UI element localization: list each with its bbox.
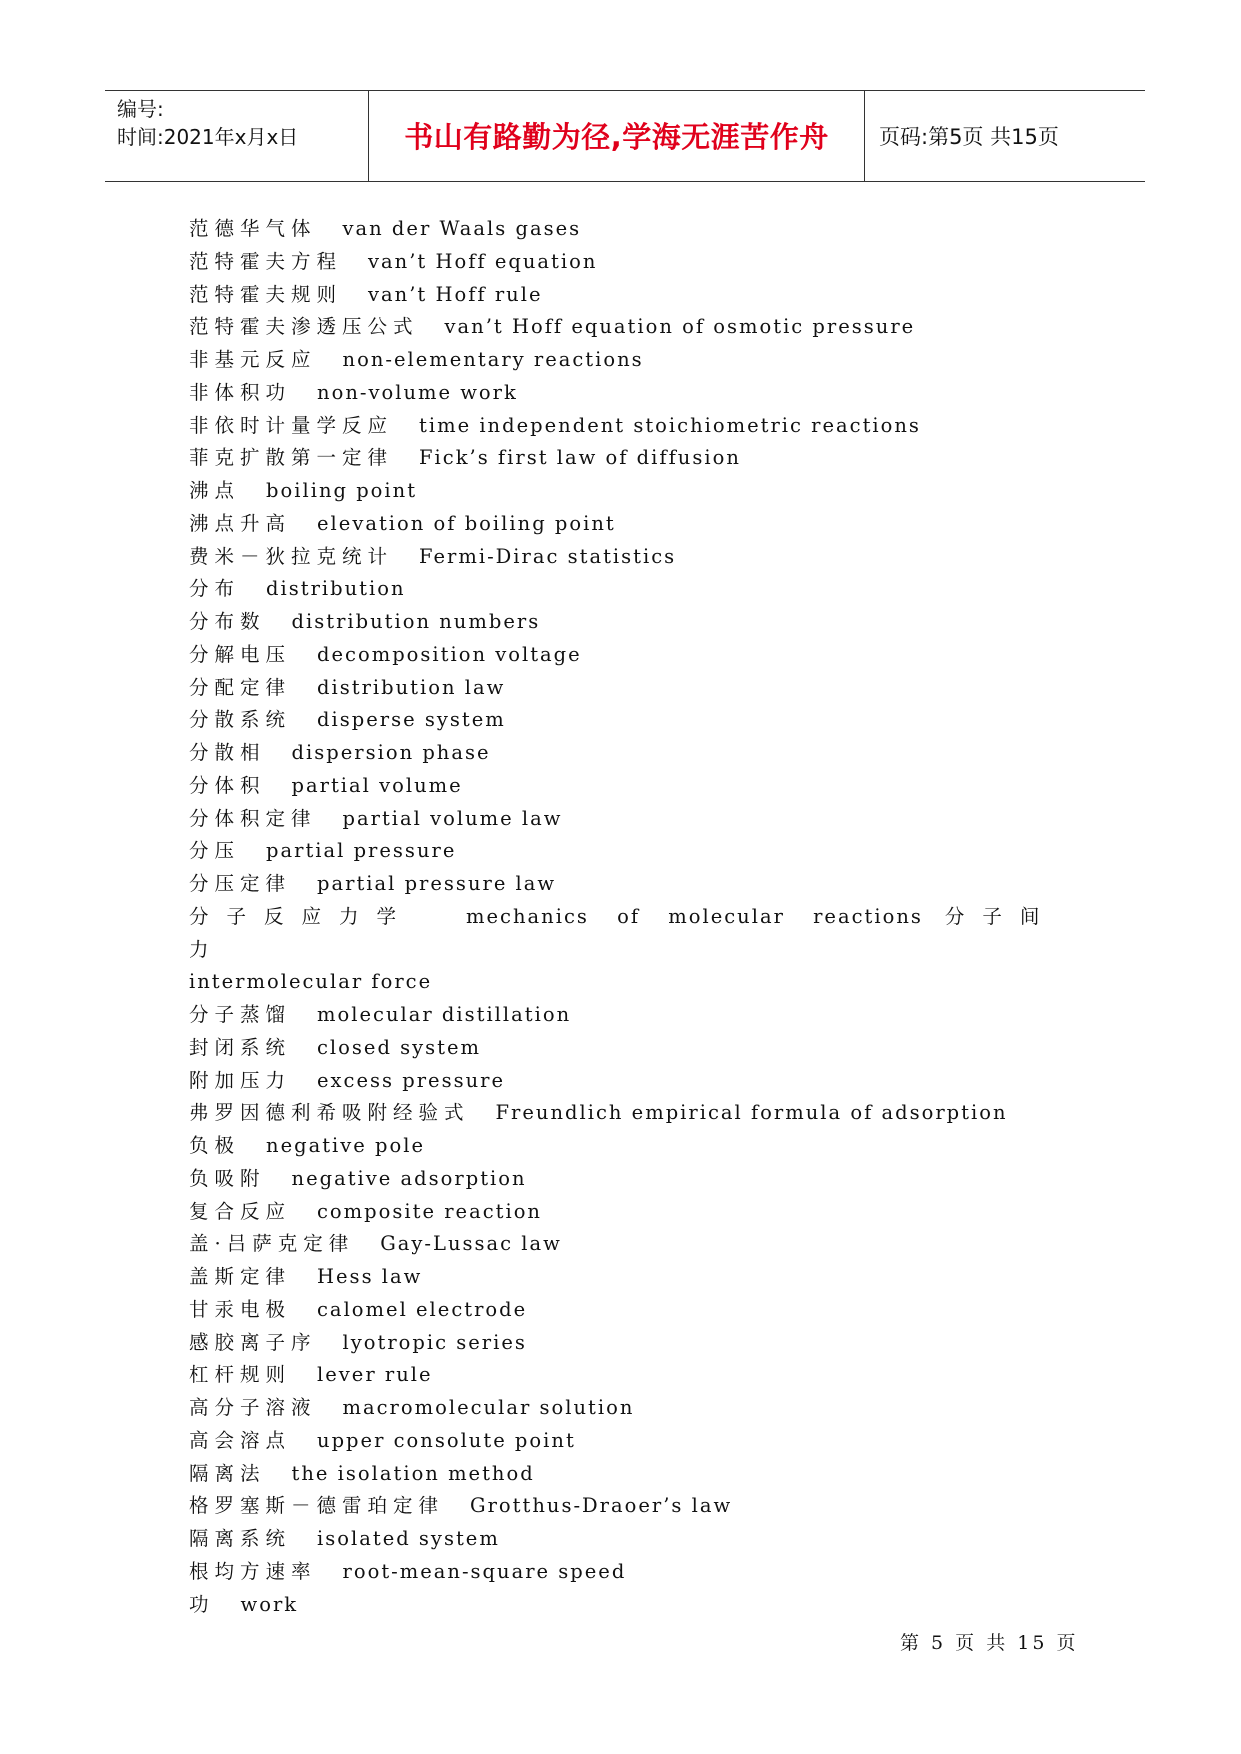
- glossary-term-zh: 范特霍夫渗透压公式: [189, 315, 419, 339]
- glossary-term-en: lever rule: [317, 1363, 433, 1387]
- glossary-entry: [189, 1065, 1069, 1098]
- glossary-term-zh: 费米－狄拉克统计: [189, 544, 394, 568]
- glossary-term-en: lyotropic series: [342, 1330, 527, 1354]
- glossary-term-en: partial volume law: [342, 806, 563, 830]
- glossary-entry: [189, 1523, 1069, 1556]
- glossary-term-zh: 杠杆规则: [189, 1363, 292, 1387]
- glossary-term-zh: 隔离法: [189, 1461, 266, 1485]
- glossary-term-en: upper consolute point: [317, 1428, 576, 1452]
- header-meta: [105, 91, 369, 181]
- document-number-label: 编号:: [117, 97, 164, 121]
- glossary-term-zh: 甘汞电极: [189, 1297, 292, 1321]
- glossary-term-en: Grotthus-Draoer’s law: [470, 1494, 733, 1518]
- glossary-term-zh: 盖斯定律: [189, 1265, 292, 1288]
- glossary-entry: [189, 1458, 1069, 1491]
- page-header: [105, 90, 1145, 182]
- glossary-term-en: decomposition voltage: [317, 642, 582, 666]
- glossary-entry: [189, 541, 1069, 574]
- page-footer: 第 5 页 共 15 页: [900, 1632, 1079, 1654]
- glossary-entry: [189, 475, 1069, 508]
- glossary-term-en: van’t Hoff rule: [368, 282, 543, 306]
- glossary-term-zh: 负极: [189, 1134, 241, 1157]
- glossary-term-en: negative adsorption: [291, 1166, 527, 1190]
- glossary-entry: [189, 279, 1069, 312]
- glossary-term-zh: 分体积定律: [189, 806, 317, 830]
- glossary-entry: [189, 868, 1069, 901]
- glossary-term-en: excess pressure: [317, 1068, 506, 1092]
- glossary-term-zh: 分布数: [189, 610, 266, 633]
- glossary-term-en: Hess law: [317, 1265, 423, 1288]
- glossary-entry: [189, 737, 1069, 770]
- glossary-term-zh: 分布: [189, 577, 241, 601]
- glossary-term-zh: 范特霍夫方程: [189, 249, 343, 273]
- glossary-term-zh: 分压定律: [189, 872, 292, 895]
- glossary-term-zh: 沸点升高: [189, 511, 292, 535]
- glossary-term-zh: 分散相: [189, 741, 266, 764]
- glossary-entry: [189, 999, 1069, 1032]
- glossary-term-zh: 分散系统: [189, 708, 292, 732]
- glossary-term-zh: 盖·吕萨克定律: [189, 1232, 355, 1256]
- glossary-term-zh: 沸点: [189, 479, 241, 502]
- header-motto-cell: [369, 91, 865, 181]
- glossary-term-en: non-elementary reactions: [342, 348, 644, 371]
- glossary-term-en: calomel electrode: [317, 1297, 528, 1321]
- glossary-term-zh: 格罗塞斯－德雷珀定律: [189, 1494, 445, 1518]
- glossary-term-zh: 封闭系统: [189, 1035, 292, 1059]
- glossary-term-zh: 分配定律: [189, 675, 292, 699]
- glossary-term-en: dispersion phase: [291, 741, 491, 764]
- glossary-term-zh: 隔离系统: [189, 1527, 292, 1550]
- glossary-term-zh: 复合反应: [189, 1199, 292, 1223]
- glossary-term-zh: 范德华气体: [189, 217, 317, 240]
- glossary-term-en: isolated system: [317, 1527, 500, 1550]
- glossary-term-en: the isolation method: [291, 1461, 535, 1485]
- glossary-term-en: Gay-Lussac law: [380, 1232, 562, 1256]
- glossary-entry: [189, 1490, 1069, 1523]
- glossary-term-en: Fick’s first law of diffusion: [419, 446, 741, 470]
- glossary-term-zh: 分解电压: [189, 642, 292, 666]
- glossary-term-en: time independent stoichiometric reactions: [419, 413, 921, 437]
- glossary-entry: [189, 835, 1069, 868]
- glossary-term-en: van’t Hoff equation: [368, 249, 598, 273]
- glossary-term-zh: 范特霍夫规则: [189, 282, 343, 306]
- glossary-term-zh: 感胶离子序: [189, 1330, 317, 1354]
- glossary-entry: [189, 1032, 1069, 1065]
- glossary-term-en: macromolecular solution: [342, 1396, 635, 1419]
- glossary-term-en: composite reaction: [317, 1199, 542, 1223]
- glossary-term-en: non-volume work: [317, 380, 518, 404]
- glossary-entry: [189, 508, 1069, 541]
- glossary-term-en: elevation of boiling point: [317, 511, 616, 535]
- glossary-term-zh: 菲克扩散第一定律: [189, 446, 394, 470]
- glossary-entry: [189, 639, 1069, 672]
- glossary-entry: [189, 704, 1069, 737]
- glossary-entry: [189, 213, 1069, 246]
- glossary-entry: [189, 1130, 1069, 1163]
- glossary-entry: [189, 1163, 1069, 1196]
- glossary-entry: [189, 246, 1069, 279]
- glossary-term-en: distribution: [266, 577, 406, 601]
- glossary-entry: [189, 573, 1069, 606]
- glossary-entry: [189, 1294, 1069, 1327]
- glossary-term-en: van’t Hoff equation of osmotic pressure: [444, 315, 916, 339]
- glossary-entry: [189, 1589, 1069, 1622]
- glossary-entry: [189, 672, 1069, 705]
- glossary-entry: [189, 1425, 1069, 1458]
- glossary-term-en: negative pole: [266, 1134, 426, 1157]
- glossary-entry-wrapped: [189, 901, 1069, 999]
- glossary-entry: [189, 1196, 1069, 1229]
- glossary-term-zh: 附加压力: [189, 1068, 292, 1092]
- glossary-entry: [189, 1261, 1069, 1294]
- glossary-term-en: van der Waals gases: [342, 217, 582, 240]
- glossary-term-zh: 分子蒸馏: [189, 1003, 292, 1026]
- glossary-term-en: disperse system: [317, 708, 506, 732]
- document-date: 时间:2021年x月x日: [117, 125, 299, 149]
- glossary-entry: [189, 410, 1069, 443]
- glossary-term-en: work: [240, 1592, 299, 1616]
- glossary-term-en: partial volume: [291, 773, 463, 797]
- glossary-entry: [189, 606, 1069, 639]
- glossary-term-zh: 非依时计量学反应: [189, 413, 394, 437]
- glossary-entry: [189, 770, 1069, 803]
- glossary-term-zh: 负吸附: [189, 1166, 266, 1190]
- glossary-entry: [189, 1228, 1069, 1261]
- glossary-term-en: mechanics of molecular reactions: [466, 904, 923, 928]
- glossary-entry: [189, 1556, 1069, 1589]
- glossary-term-en: intermolecular force: [189, 970, 433, 994]
- glossary-term-zh: 非基元反应: [189, 348, 317, 371]
- glossary-term-en: distribution numbers: [291, 610, 541, 633]
- glossary-entry: [189, 1359, 1069, 1392]
- glossary-entry: [189, 1392, 1069, 1425]
- glossary-term-zh: 高会溶点: [189, 1428, 292, 1452]
- glossary-term-zh: 分体积: [189, 773, 266, 797]
- glossary-entry: [189, 803, 1069, 836]
- glossary-term-en: molecular distillation: [317, 1003, 572, 1026]
- glossary-entry: [189, 1097, 1069, 1130]
- glossary-term-en: partial pressure: [266, 839, 457, 863]
- glossary-term-zh: 功: [189, 1592, 215, 1616]
- glossary-term-zh: 弗罗因德利希吸附经验式: [189, 1101, 470, 1125]
- glossary-list: [189, 213, 1069, 1621]
- glossary-term-en: Fermi-Dirac statistics: [419, 544, 677, 568]
- glossary-entry: [189, 442, 1069, 475]
- glossary-term-en: partial pressure law: [317, 872, 557, 895]
- glossary-term-zh: 分压: [189, 839, 241, 863]
- glossary-entry: [189, 344, 1069, 377]
- glossary-term-en: Freundlich empirical formula of adsorption: [495, 1101, 1008, 1125]
- glossary-entry: [189, 311, 1069, 344]
- header-page-info: 页码:第5页 共15页: [879, 125, 1059, 149]
- header-motto: 书山有路勤为径,学海无涯苦作舟: [404, 119, 829, 154]
- glossary-term-en: boiling point: [266, 479, 418, 502]
- glossary-term-zh: 分子间力: [189, 904, 1058, 961]
- glossary-entry: [189, 1327, 1069, 1360]
- glossary-term-zh: 非体积功: [189, 380, 292, 404]
- glossary-term-en: distribution law: [317, 675, 506, 699]
- glossary-entry: [189, 377, 1069, 410]
- glossary-term-zh: 分子反应力学: [189, 904, 415, 928]
- glossary-term-zh: 高分子溶液: [189, 1396, 317, 1419]
- glossary-term-en: closed system: [317, 1035, 482, 1059]
- glossary-term-zh: 根均方速率: [189, 1559, 317, 1583]
- glossary-term-en: root-mean-square speed: [342, 1559, 627, 1583]
